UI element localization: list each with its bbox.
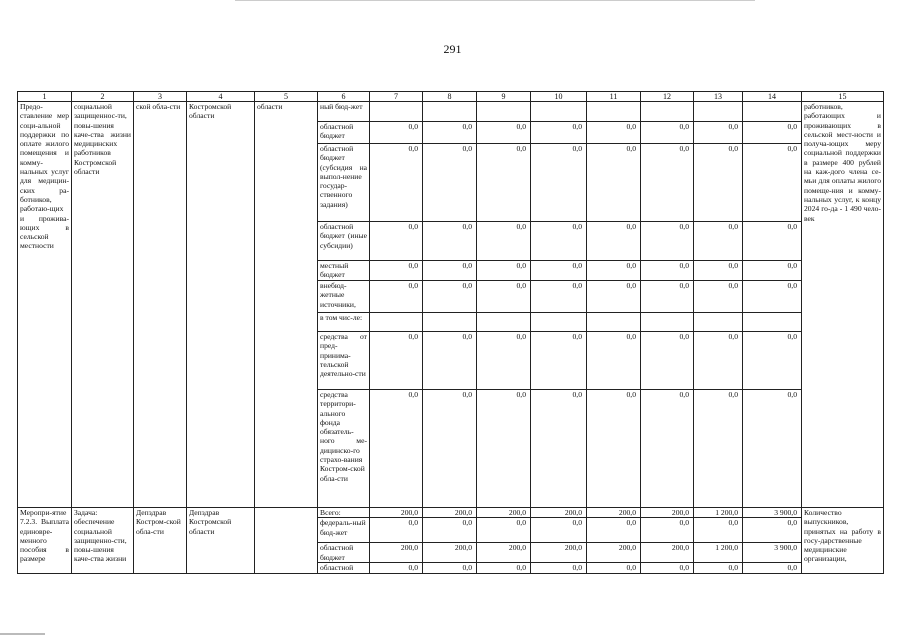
value-cell: 3 900,0 <box>743 543 802 563</box>
value-cell: 3 900,0 <box>743 508 802 518</box>
executor-cell: Костромской области <box>187 102 255 508</box>
indicator-cell: работников, работающих и проживающих в сельской мест-ности и получа-ющих меру социальной поддержки в размере 400 рублей на каж-дого члена се-мьи для оплаты жилого помеще-ния и комму-нальных услуг, к концу 2024 го-да - 1 490 чело-век <box>802 102 884 508</box>
value-cell: 0,0 <box>531 281 587 313</box>
value-cell: 0,0 <box>531 144 587 222</box>
value-cell: 0,0 <box>587 518 641 543</box>
value-cell: 0,0 <box>743 122 802 144</box>
value-cell: 0,0 <box>587 222 641 261</box>
funding-source-cell: областной бюджет (субсидия на выпол-нение государ-ственного задания) <box>318 144 370 222</box>
column-number: 15 <box>802 92 884 102</box>
funding-source-cell: средства от пред-принима-тельской деятельно-сти <box>318 332 370 390</box>
measure-name-cell: Меропри-ятие 7.2.3. Выплата единовре-менного пособия в размере <box>18 508 72 574</box>
goal-cell: Задача: обеспечение социальной защищенно-сти, повы-шения каче-ства жизни <box>72 508 134 574</box>
value-cell: 0,0 <box>641 281 694 313</box>
column-number: 1 <box>18 92 72 102</box>
value-cell: 0,0 <box>694 144 743 222</box>
measure-name-cell: Предо-ставление мер соци-альной поддержки по оплате жилого помещения и комму-нальных услуг для медицин-ских ра-ботников, работаю-щих и прожива-ющих в сельской местности <box>18 102 72 508</box>
value-cell: 0,0 <box>531 390 587 508</box>
value-cell <box>477 102 531 122</box>
value-cell <box>370 102 423 122</box>
funding-source-cell: областной <box>318 562 370 573</box>
funding-source-cell: внебюд-жетные источники, <box>318 281 370 313</box>
value-cell <box>423 313 477 332</box>
value-cell: 0,0 <box>743 144 802 222</box>
value-cell: 200,0 <box>587 508 641 518</box>
value-cell: 0,0 <box>641 261 694 281</box>
column-number: 11 <box>587 92 641 102</box>
value-cell: 0,0 <box>531 518 587 543</box>
value-cell <box>423 102 477 122</box>
value-cell: 0,0 <box>587 562 641 573</box>
value-cell: 0,0 <box>694 122 743 144</box>
funding-source-cell: средства территори-ального фонда обязатель-ного ме-дицинско-го страхо-вания Костром-ской обла-сти <box>318 390 370 508</box>
value-cell: 0,0 <box>370 144 423 222</box>
column-number: 9 <box>477 92 531 102</box>
value-cell: 0,0 <box>477 222 531 261</box>
value-cell <box>641 102 694 122</box>
value-cell: 0,0 <box>743 332 802 390</box>
column-number: 10 <box>531 92 587 102</box>
funding-source-cell: Всего: <box>318 508 370 518</box>
funding-source-cell: областной бюджет <box>318 543 370 563</box>
column-number: 4 <box>187 92 255 102</box>
value-cell: 0,0 <box>370 562 423 573</box>
value-cell: 0,0 <box>477 390 531 508</box>
value-cell: 200,0 <box>531 508 587 518</box>
value-cell <box>531 313 587 332</box>
value-cell: 200,0 <box>587 543 641 563</box>
value-cell: 0,0 <box>477 144 531 222</box>
value-cell: 200,0 <box>641 543 694 563</box>
top-rule <box>235 0 755 1</box>
value-cell: 0,0 <box>477 562 531 573</box>
value-cell: 0,0 <box>641 562 694 573</box>
participants-cell: области <box>255 102 318 508</box>
goal-cell: социальной защищеннос-ти, повы-шения каче-ства жизни медицинских работников Костромской области <box>72 102 134 508</box>
value-cell: 200,0 <box>423 543 477 563</box>
value-cell: 0,0 <box>423 281 477 313</box>
value-cell: 0,0 <box>587 281 641 313</box>
column-number: 5 <box>255 92 318 102</box>
value-cell <box>743 313 802 332</box>
column-number: 7 <box>370 92 423 102</box>
value-cell: 0,0 <box>423 122 477 144</box>
header-row <box>18 92 884 102</box>
value-cell: 0,0 <box>641 518 694 543</box>
value-cell: 1 200,0 <box>694 543 743 563</box>
value-cell: 0,0 <box>423 144 477 222</box>
value-cell: 0,0 <box>587 122 641 144</box>
value-cell: 0,0 <box>743 390 802 508</box>
value-cell: 0,0 <box>743 261 802 281</box>
participants-cell <box>255 508 318 574</box>
value-cell <box>694 102 743 122</box>
value-cell: 0,0 <box>423 222 477 261</box>
value-cell: 0,0 <box>423 562 477 573</box>
value-cell: 200,0 <box>370 508 423 518</box>
value-cell <box>477 313 531 332</box>
value-cell: 0,0 <box>641 332 694 390</box>
value-cell: 0,0 <box>694 222 743 261</box>
page-number: 291 <box>443 42 462 56</box>
value-cell: 0,0 <box>641 222 694 261</box>
value-cell: 0,0 <box>370 261 423 281</box>
column-number: 2 <box>72 92 134 102</box>
value-cell: 200,0 <box>477 543 531 563</box>
value-cell: 0,0 <box>641 122 694 144</box>
value-cell: 0,0 <box>743 222 802 261</box>
table-row <box>18 508 884 518</box>
value-cell: 0,0 <box>694 518 743 543</box>
value-cell: 0,0 <box>531 122 587 144</box>
value-cell: 0,0 <box>694 261 743 281</box>
value-cell: 0,0 <box>370 281 423 313</box>
executor-cell: Депздрав Костромской области <box>187 508 255 574</box>
value-cell <box>587 313 641 332</box>
value-cell: 0,0 <box>477 332 531 390</box>
value-cell <box>370 313 423 332</box>
value-cell: 0,0 <box>743 281 802 313</box>
value-cell: 0,0 <box>694 332 743 390</box>
value-cell: 0,0 <box>743 562 802 573</box>
value-cell: 0,0 <box>587 332 641 390</box>
responsible-cell: Депздрав Костром-ской обла-сти <box>134 508 187 574</box>
column-number: 3 <box>134 92 187 102</box>
column-number: 14 <box>743 92 802 102</box>
value-cell <box>641 313 694 332</box>
value-cell <box>694 313 743 332</box>
value-cell: 200,0 <box>531 543 587 563</box>
program-table <box>17 91 884 574</box>
value-cell: 200,0 <box>641 508 694 518</box>
column-number: 8 <box>423 92 477 102</box>
column-number: 12 <box>641 92 694 102</box>
value-cell: 0,0 <box>743 518 802 543</box>
value-cell: 0,0 <box>531 222 587 261</box>
funding-source-cell: в том чис-ле: <box>318 313 370 332</box>
value-cell: 200,0 <box>370 543 423 563</box>
value-cell <box>587 102 641 122</box>
value-cell: 0,0 <box>694 562 743 573</box>
value-cell: 0,0 <box>477 122 531 144</box>
funding-source-cell: областной бюджет (иные субсидии) <box>318 222 370 261</box>
value-cell: 0,0 <box>370 390 423 508</box>
column-number: 13 <box>694 92 743 102</box>
value-cell: 0,0 <box>694 390 743 508</box>
value-cell: 1 200,0 <box>694 508 743 518</box>
funding-source-cell: ный бюд-жет <box>318 102 370 122</box>
value-cell: 0,0 <box>641 390 694 508</box>
value-cell: 0,0 <box>423 390 477 508</box>
value-cell: 0,0 <box>587 261 641 281</box>
value-cell: 0,0 <box>477 281 531 313</box>
funding-source-cell: областной бюджет <box>318 122 370 144</box>
column-number: 6 <box>318 92 370 102</box>
value-cell: 0,0 <box>423 518 477 543</box>
value-cell: 0,0 <box>370 222 423 261</box>
value-cell: 0,0 <box>641 144 694 222</box>
value-cell: 0,0 <box>370 332 423 390</box>
value-cell: 200,0 <box>423 508 477 518</box>
value-cell: 0,0 <box>423 261 477 281</box>
value-cell: 200,0 <box>477 508 531 518</box>
value-cell: 0,0 <box>370 518 423 543</box>
responsible-cell: ской обла-сти <box>134 102 187 508</box>
value-cell: 0,0 <box>587 390 641 508</box>
value-cell: 0,0 <box>587 144 641 222</box>
value-cell <box>531 102 587 122</box>
value-cell: 0,0 <box>531 261 587 281</box>
value-cell: 0,0 <box>694 281 743 313</box>
value-cell: 0,0 <box>423 332 477 390</box>
bottom-rule <box>0 633 45 635</box>
value-cell: 0,0 <box>531 332 587 390</box>
indicator-cell: Количество выпускников, принятых на работу в госу-дарственные медицинские организации, <box>802 508 884 574</box>
value-cell: 0,0 <box>370 122 423 144</box>
table-row <box>18 102 884 122</box>
value-cell: 0,0 <box>477 261 531 281</box>
funding-source-cell: федераль-ный бюд-жет <box>318 518 370 543</box>
value-cell <box>743 102 802 122</box>
value-cell: 0,0 <box>477 518 531 543</box>
value-cell: 0,0 <box>531 562 587 573</box>
funding-source-cell: местный бюджет <box>318 261 370 281</box>
